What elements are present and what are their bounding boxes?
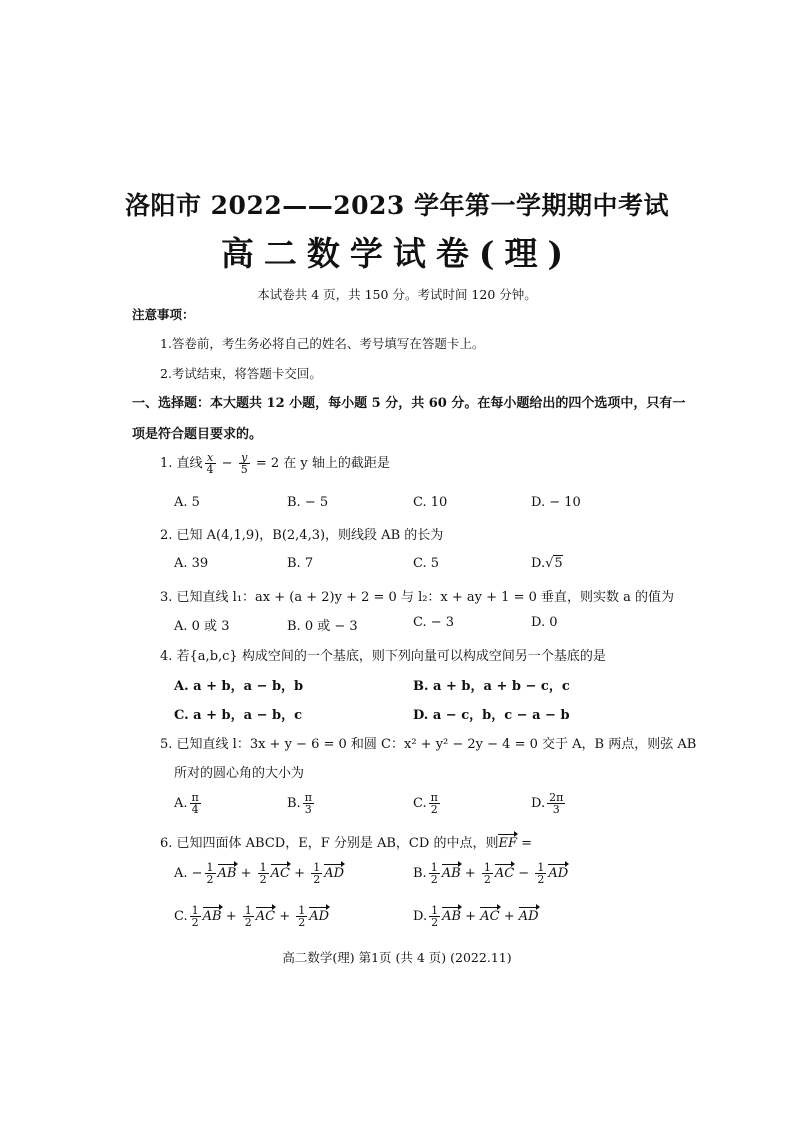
notice-item-1: 1.答卷前，考生务必将自己的姓名、考号填写在答题卡上。 — [160, 336, 485, 351]
page-footer: 高二数学(理) 第1页 (共 4 页) (2022.11) — [282, 950, 512, 965]
q6-option-c: C. $\frac{1}{2}$ AB + $\frac{1}{2}$ AC + $\frac{1}{2}$ AD — [174, 904, 330, 929]
q6-option-d: D. $\frac{1}{2}$ AB + AC + AD — [413, 904, 539, 929]
q2-option-c: C. 5 — [413, 556, 440, 571]
notice-heading: 注意事项： — [132, 307, 195, 322]
question-2-stem: 2. 已知 A(4,1,9)，B(2,4,3)，则线段 AB 的长为 — [160, 528, 444, 543]
q5-option-d: D. $\frac{2\pi}{3}$ — [531, 791, 564, 816]
question-6-stem: 6. 已知四面体 ABCD，E，F 分别是 AB，CD 的中点，则EF = — [160, 836, 532, 851]
question-1-stem: 1. 直线 $\frac{x}{4}$ − $\frac{y}{5}$ = 2 在 y 轴上的截距是 — [160, 451, 390, 476]
exam-title: 洛阳市 2022——2023 学年第一学期期中考试 — [124, 191, 670, 220]
notice-item-2: 2.考试结束，将答题卡交回。 — [160, 366, 322, 381]
q5-option-c: C. $\frac{\pi}{2}$ — [413, 791, 438, 816]
question-5-stem-line2: 所对的圆心角的大小为 — [174, 766, 305, 781]
section-heading-line2: 项是符合题目要求的。 — [132, 427, 263, 442]
q5-option-a: A. $\frac{\pi}{4}$ — [174, 791, 199, 816]
q3-option-d: D. 0 — [531, 615, 558, 630]
q2-option-b: B. 7 — [287, 556, 314, 571]
q2-option-a: A. 39 — [174, 556, 209, 571]
q5-option-b: B. $\frac{\pi}{3}$ — [287, 791, 312, 816]
q6-option-a: A. − $\frac{1}{2}$ AB + $\frac{1}{2}$ AC + $\frac{1}{2}$ AD — [174, 861, 344, 886]
q1-option-a: A. 5 — [174, 495, 200, 510]
q4-option-b: B. a + b，a + b − c，c — [413, 679, 570, 694]
question-3-stem: 3. 已知直线 l₁：ax + (a + 2)y + 2 = 0 与 l₂：x + ay + 1 = 0 垂直，则实数 a 的值为 — [160, 590, 675, 605]
q4-option-c: C. a + b，a − b，c — [174, 708, 303, 723]
q3-option-b: B. 0 或 − 3 — [287, 619, 358, 634]
q2-option-d: D.√5 — [531, 556, 563, 571]
q4-option-a: A. a + b，a − b，b — [174, 679, 304, 694]
exam-subtitle: 高二数学试卷(理) — [220, 234, 574, 273]
q4-option-d: D. a − c，b，c − a − b — [413, 708, 570, 723]
q3-option-a: A. 0 或 3 — [174, 619, 230, 634]
exam-info: 本试卷共 4 页，共 150 分。考试时间 120 分钟。 — [257, 287, 537, 302]
q1-option-d: D. − 10 — [531, 495, 581, 510]
q3-option-c: C. − 3 — [413, 615, 455, 630]
q6-option-b: B. $\frac{1}{2}$ AB + $\frac{1}{2}$ AC − $\frac{1}{2}$ AD — [413, 861, 569, 886]
q1-option-b: B. − 5 — [287, 495, 329, 510]
fraction-x-over-4: $\frac{x}{4}$ — [206, 451, 214, 476]
fraction-y-over-5: $\frac{y}{5}$ — [240, 451, 248, 476]
question-4-stem: 4. 若{a,b,c} 构成空间的一个基底，则下列向量可以构成空间另一个基底的是 — [160, 649, 606, 664]
section-heading-line1: 一、选择题：本大题共 12 小题，每小题 5 分，共 60 分。在每小题给出的四个选项中，只有一 — [132, 396, 686, 411]
q1-option-c: C. 10 — [413, 495, 448, 510]
question-5-stem-line1: 5. 已知直线 l：3x + y − 6 = 0 和圆 C：x² + y² − 2y − 4 = 0 交于 A，B 两点，则弦 AB — [160, 737, 697, 752]
